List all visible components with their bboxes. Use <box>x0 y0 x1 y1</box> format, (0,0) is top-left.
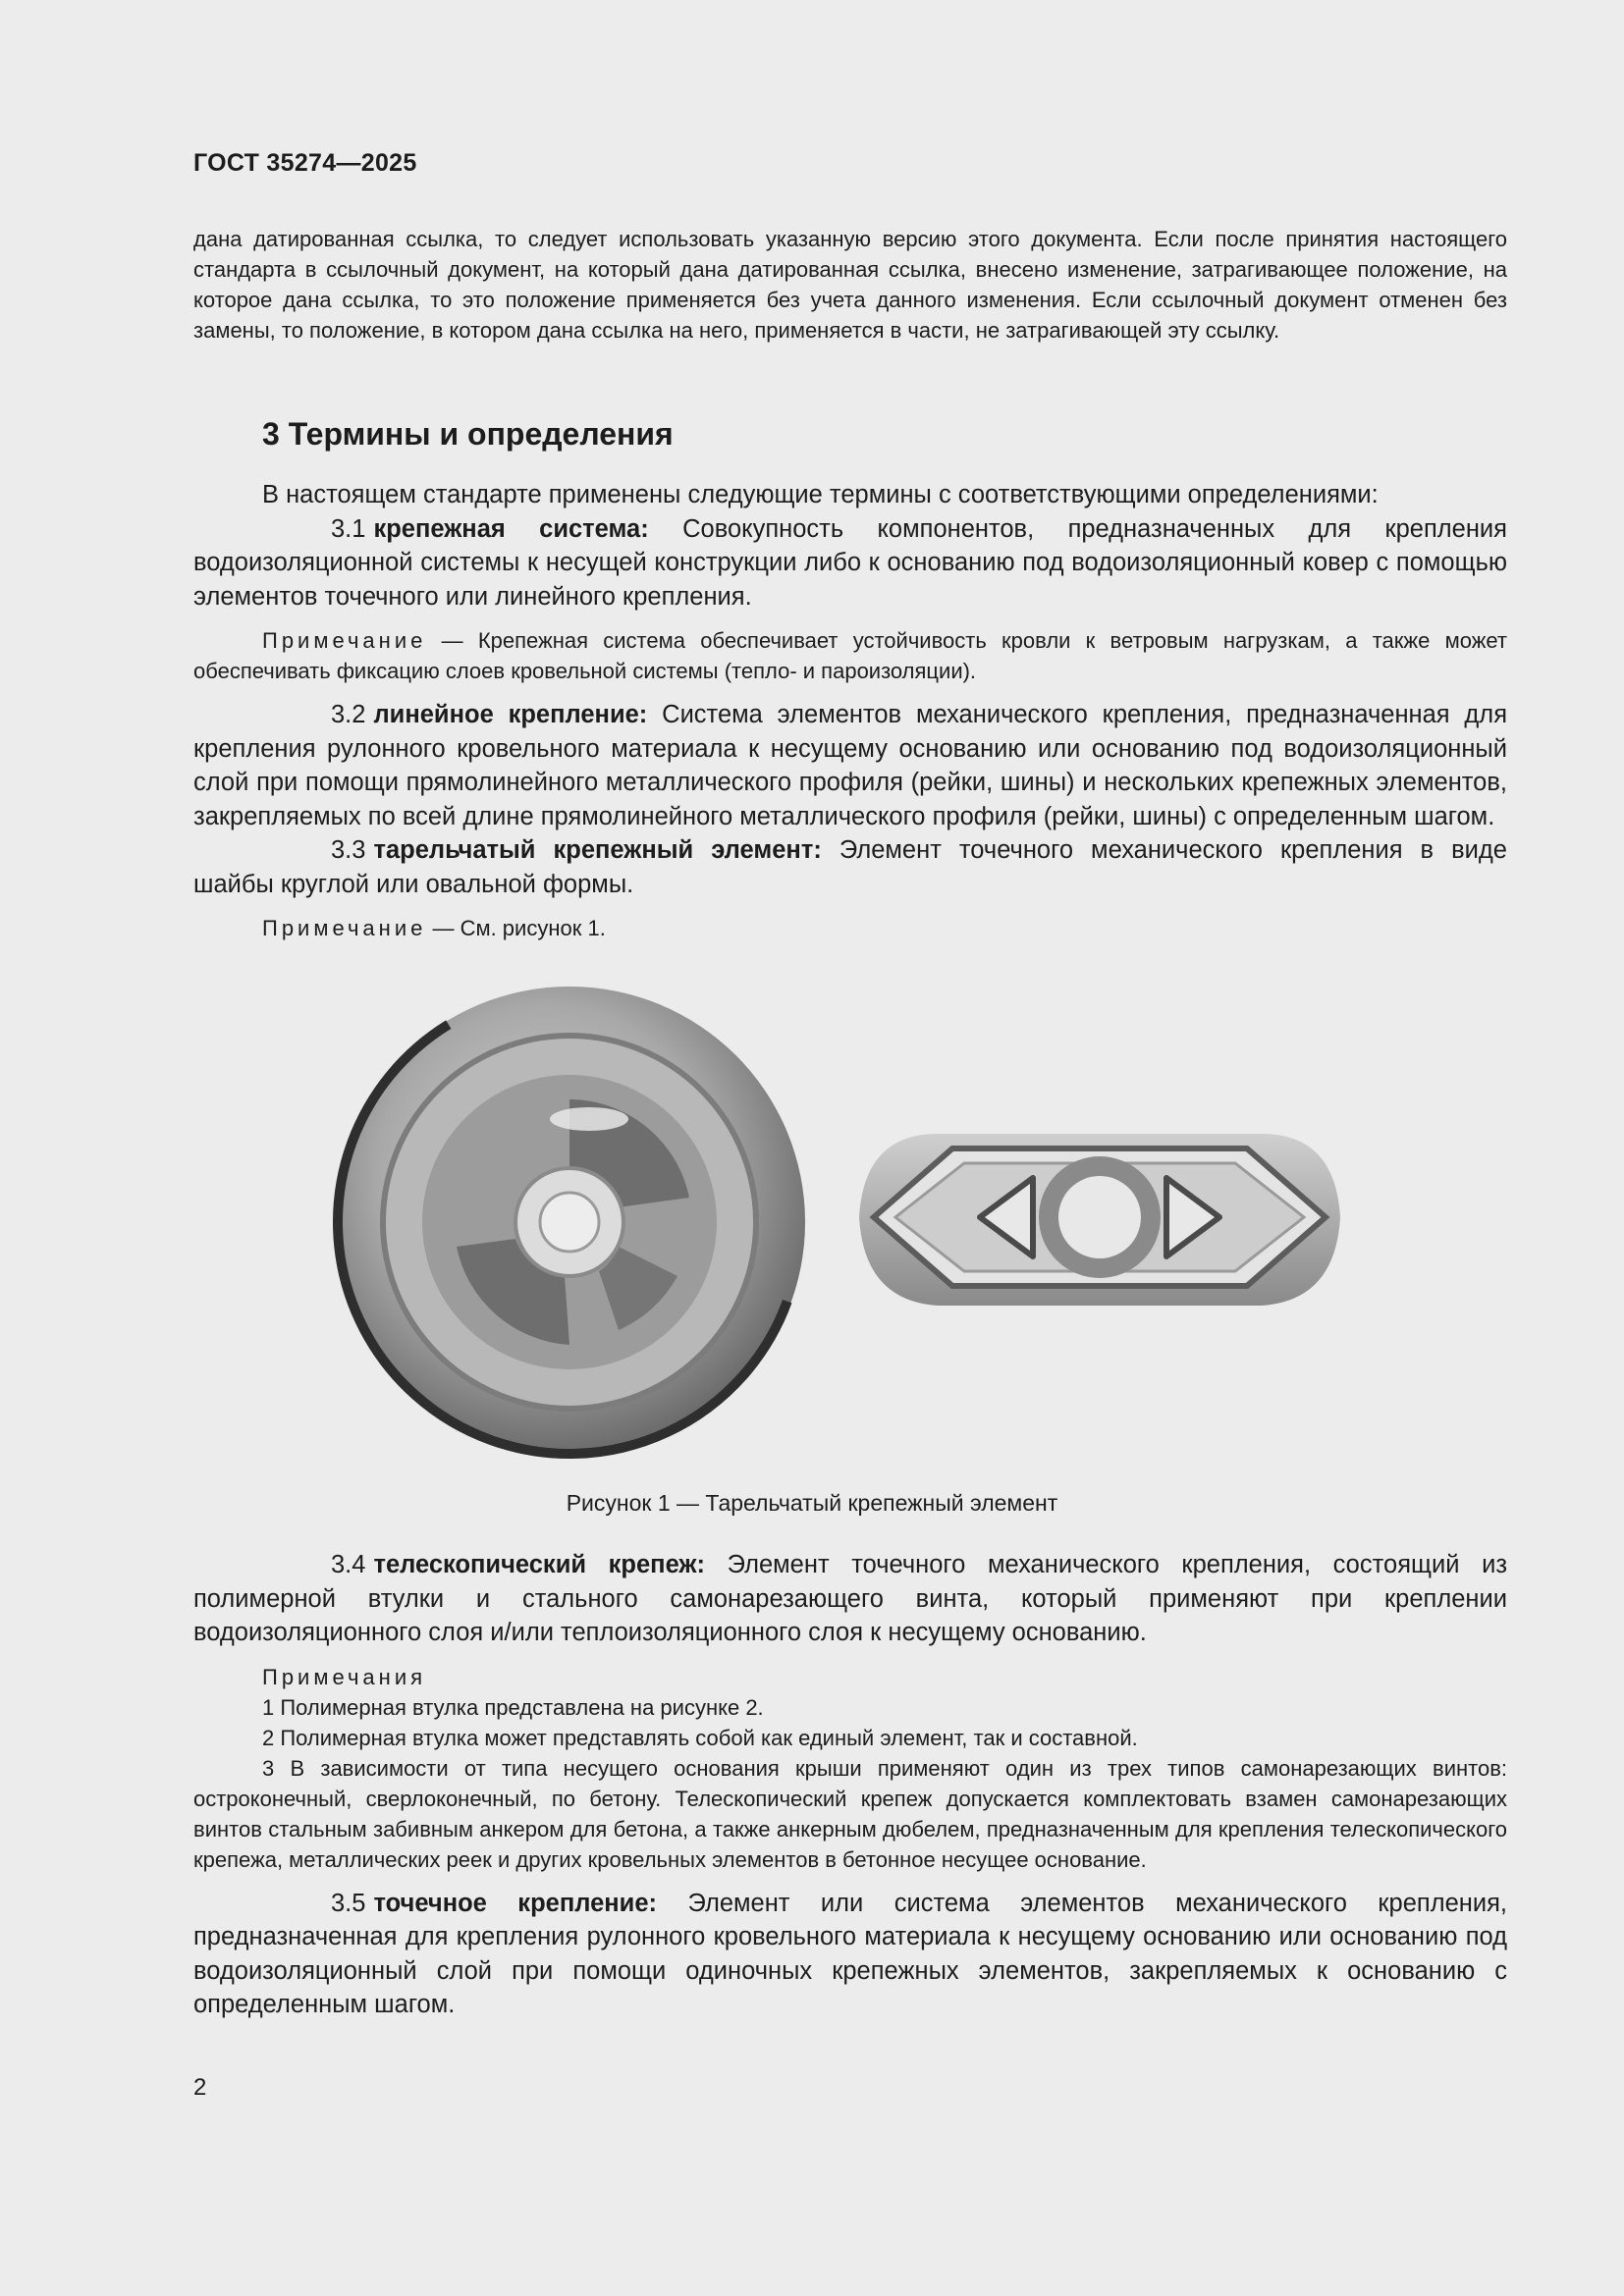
term-number: 3.1 <box>331 514 366 543</box>
note-3-3 <box>193 913 1507 943</box>
term-3-2 <box>193 698 1507 833</box>
washers-illustration <box>324 982 1384 1472</box>
document-code: ГОСТ 35274—2025 <box>193 149 417 177</box>
note-3-4-item-3: 3 В зависимости от типа несущего основания крыши применяют один из трех типов самонарезающих винтов: остроконечный, сверлоконечный, по бетону. Телескопический крепеж допускается комплектовать взамен самонарезающих винтов стальным забивным анкером для бетона, а также анкерным дюбелем, предназначенным для крепления телескопического крепежа, металлических реек и других кровельных элементов в бетонное несущее основание. <box>193 1755 1507 1872</box>
round-washer <box>324 982 866 1472</box>
note-label: Примечание <box>262 628 427 653</box>
intro-paragraph: дана датированная ссылка, то следует использовать указанную версию этого документа. Если после принятия настоящего стандарта в ссылочный документ, на который дана датированная ссылка, внесено изменение, затрагивающее положение, на которое дана ссылка, то это положение применяется без учета данного изменения. Если ссылочный документ отменен без замены, то положение, в котором дана ссылка на него, применяется в части, не затрагивающей эту ссылку. <box>193 227 1507 343</box>
figure-caption: Рисунок 1 — Тарельчатый крепежный элемент <box>566 1490 1058 1516</box>
section-title: 3 Термины и определения <box>262 416 674 452</box>
term-3-1 <box>193 512 1507 614</box>
note-text: — Крепежная система обеспечивает устойчивость кровли к ветровым нагрузкам, а также может обеспечивать фиксацию слоев кровельной системы (тепло- и пароизоляции). <box>193 628 1507 683</box>
term-name: точечное крепление: <box>373 1889 658 1917</box>
note-3-4-item-2: 2 Полимерная втулка может представлять собой как единый элемент, так и составной. <box>262 1725 1138 1750</box>
note-3-4-item-1: 1 Полимерная втулка представлена на рисунке 2. <box>262 1694 764 1720</box>
section-body-continued <box>193 1548 1507 2022</box>
term-number: 3.3 <box>331 836 366 864</box>
section-body <box>193 478 1507 943</box>
term-name: тарельчатый крепежный элемент: <box>373 836 822 864</box>
term-3-5 <box>193 1887 1507 2022</box>
term-3-3 <box>193 833 1507 901</box>
term-definition: Элемент точечного механического крепления в виде шайбы круглой или овальной формы. <box>193 836 1507 898</box>
intro-paragraph-block <box>193 224 1507 346</box>
figure-1-washers <box>324 982 1384 1472</box>
section-lead: В настоящем стандарте применены следующие термины с соответствующими определениями: <box>262 481 1379 508</box>
term-number: 3.5 <box>331 1889 366 1917</box>
term-name: линейное крепление: <box>373 701 648 728</box>
term-name: крепежная система: <box>373 514 649 543</box>
notes-3-4-label: Примечания <box>262 1664 427 1689</box>
term-name: телескопический крепеж: <box>373 1551 705 1578</box>
note-3-1 <box>193 625 1507 686</box>
term-3-4 <box>193 1548 1507 1650</box>
oval-washer <box>859 1134 1340 1306</box>
note-label: Примечание <box>262 916 427 940</box>
term-definition: Элемент точечного механического крепления, состоящий из полимерной втулки и стального самонарезающего винта, который применяют при креплении водоизоляционного слоя и/или теплоизоляционного слоя к несущему основанию. <box>193 1551 1508 1646</box>
term-number: 3.2 <box>331 701 366 728</box>
note-text: — См. рисунок 1. <box>426 916 606 940</box>
term-definition: Совокупность компонентов, предназначенных для крепления водоизоляционной системы к несущей конструкции либо к основанию под водоизоляционный ковер с помощью элементов точечного или линейного крепления. <box>193 514 1507 611</box>
term-number: 3.4 <box>331 1551 366 1578</box>
page-number: 2 <box>193 2074 207 2101</box>
term-definition: Система элементов механического крепления, предназначенная для крепления рулонного кровельного материала к несущему основанию или основанию под водоизоляционный слой при помощи прямолинейного металлического профиля (рейки, шины) и нескольких крепежных элементов, закрепляемых по всей длине прямолинейного металлического профиля (рейки, шины) с определенным шагом. <box>193 701 1507 830</box>
term-definition: Элемент или система элементов механического крепления, предназначенная для крепления рулонного кровельного материала к несущему основанию или основанию под водоизоляционный слой при помощи одиночных крепежных элементов, закрепляемых к основанию с определенным шагом. <box>193 1889 1507 2018</box>
